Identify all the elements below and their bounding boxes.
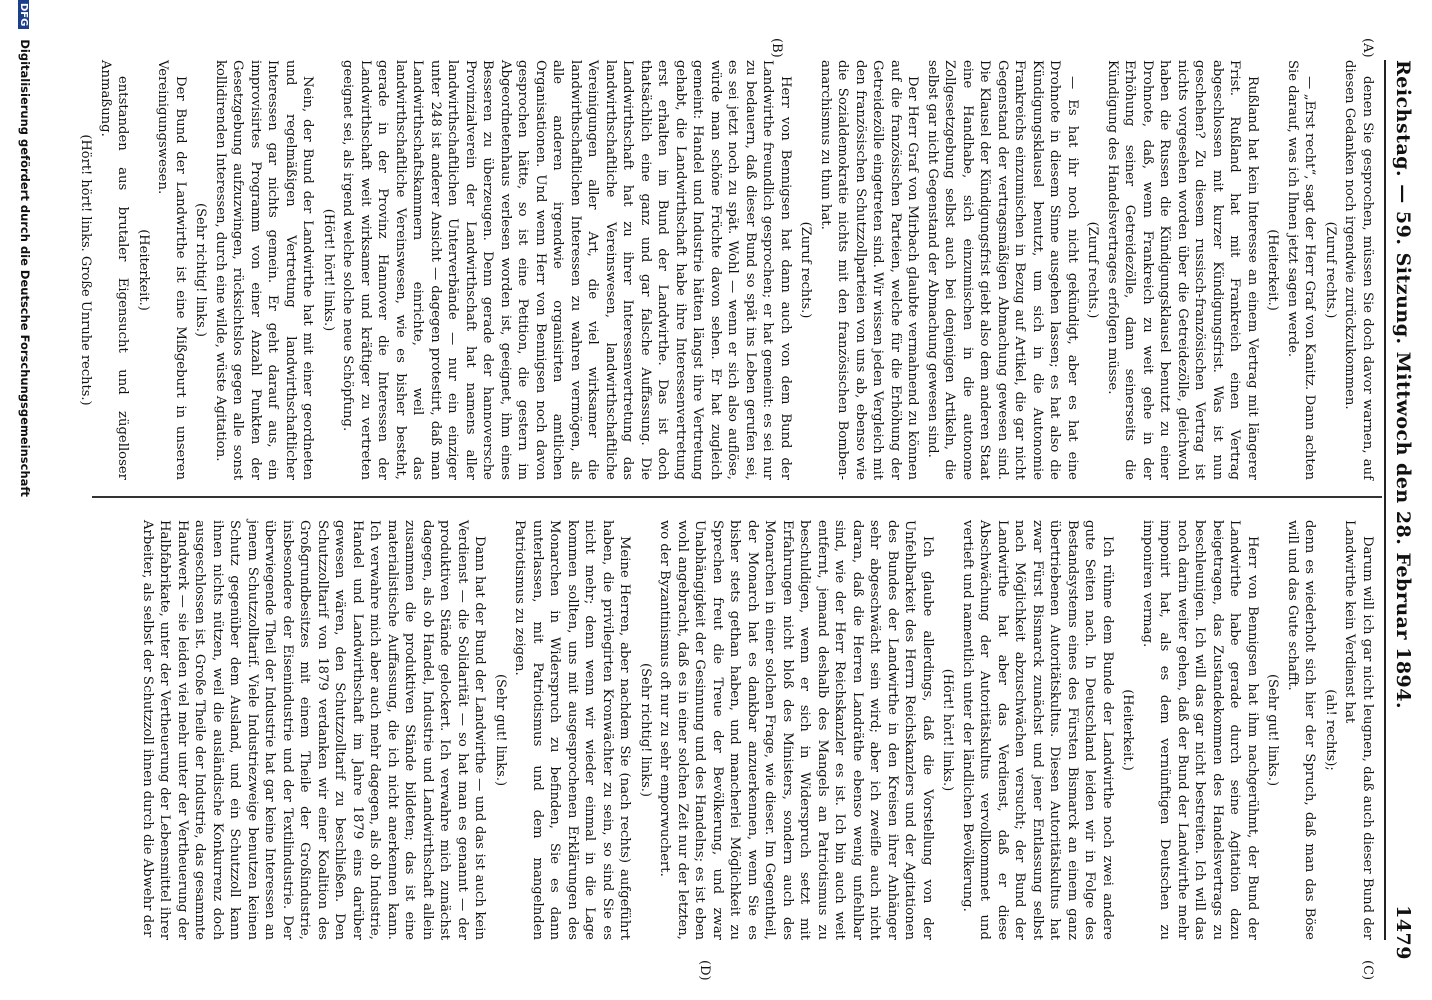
left-paragraph: Nein, der Bund der Landwirthe hat mit einer geordneten und regelmäßigen Vertretung landwirthschaftlicher Interessen gar nichts gemein. Er geht darauf aus, ein improvisirtes Programm von einer Anzahl Punkten der Gesetzgebung aufzuzwingen, rücksichtslos gegen alle sonst kollidirenden Interessen, durch eine wilde, wüste Agitation.: [213, 60, 316, 480]
right-column: [137, 520, 1377, 940]
left-paragraph: entstanden aus brutaler Eigensucht und zügelloser Anmaßung.: [98, 60, 131, 480]
column-divider: [92, 496, 1382, 498]
left-stage-direction: (Heiterkeit.): [136, 229, 151, 311]
left-paragraph: Der Herr Graf von Mirbach glaubte vermahnend zu können auf die französischen Parteien, welche für die Erhöhung der Getreidezölle eingetreten sind. Wir wissen jeden Vergleich mit den französischen Schutzzollparteien von uns ab, ebenso wie die Sozialdemokratie nichts mit den französischen Bomben-anarchismus zu thun hat.: [818, 60, 921, 480]
left-stage-direction: (Heiterkeit.): [1265, 229, 1281, 311]
left-stage-direction: (Sehr richtig! links.): [193, 203, 209, 337]
right-stage-direction: (Heiterkeit.): [1120, 689, 1136, 771]
left-paragraph: — Es hat ihr noch nicht gekündigt, aber es hat eine Drohnote in diesem Sinne ausgehen lassen; es hat also die Kündigungsklausel benutzt, um sich in die Autonomie Frankreichs einzumischen in Bezug auf Artikel, die gar nicht Gegenstand der vertragsmäßigen Abmachung gewesen sind. Die Klausel der Kündigungsfrist giebt also dem anderen Staat eine Handhabe, sich einzumischen in die autonome Zollgesetzgebung selbst auch bei denjenigen Artikeln, die selbst gar nicht Gegenstand der Abmachung gewesen sind.: [925, 60, 1080, 480]
right-paragraph: Ich glaube allerdings, daß die Vorstellung von der Unfehlbarkeit des Herrn Reichskanzlers und der Agitationen des Bundes der Landwirthe in den Kreisen ihrer Anhänger sehr abgeschwächt sein wird; aber ich zweifle auch nicht daran, daß die Herren Landräthe ebenso wenig unfehlbar sind, wie der Herr Reichskanzler es ist. Ich bin auch weit entfernt, jemand deshalb des Mangels an Patriotismus zu beschuldigen, wenn er sich in Widerspruch setzt mit Erfahrungen nicht bloß des Ministers, sondern auch des Monarchen in einer solchen Frage, wie dieser. Im Gegentheil, der Monarch hat es dankbar anzuerkennen, wenn Sie es bisher stets gethan haben, und mancherlei Möglichkeit zu Sprechen freut die Treue der Bevölkerung, und zwar Unabhängigkeit der Gesinnung und des Handelns; es ist eben wohl angebracht, daß es in einer solchen Zeit nur der letzten, wo der Byzantinismus oft nur zu sehr emporwuchert.: [657, 520, 935, 940]
right-stage-direction: (Sehr gut! links.): [493, 673, 508, 787]
left-paragraph: denen Sie gesprochen, müssen Sie doch davor warnen, auf diesen Gedanken noch irgendwie zurückzukommen.: [1342, 60, 1375, 480]
right-paragraph: Herr von Bennigsen hat ihm nachgerühmt, der Bund der Landwirthe habe gerade durch seine Agitation dazu beigetragen, das Zustandekommen des Handelsvertrags zu beschleunigen. Ich will das gar nicht bestreiten. Ich will das noch darin weiter gehen, daß der Bund der Landwirthe mehr imponirt hat, als es dem vernünftigen Deutschen zu imponiren vermag.: [1140, 520, 1260, 940]
left-stage-direction: (Zuruf rechts.): [1323, 221, 1338, 319]
right-stage-direction: (Sehr richtig! links.): [638, 663, 653, 797]
margin-marker-a: (A): [1360, 38, 1375, 58]
margin-marker-c: (C): [1360, 960, 1375, 981]
left-stage-direction: (Zuruf rechts.): [1085, 221, 1101, 319]
right-stage-direction: (Sehr gut! links.): [1265, 673, 1281, 787]
right-paragraph: Darum will ich gar nicht leugnen, daß auch dieser Bund der Landwirthe kein Verdienst hat: [1342, 520, 1375, 940]
right-paragraph: denn es wiederholt sich hier der Spruch, daß man das Böse will und das Gute schafft.: [1285, 520, 1318, 940]
left-paragraph: Rußland hat kein Interesse an einem Vertrag mit längerer Frist. Rußland hat mit Frankreich einen Vertrag abgeschlossen mit kurzer Kündigungsfrist. Was ist nun geschehen? Zu diesem russisch-französischen Vertrag ist nichts vorgesehen worden über die Getreidezölle, gleichwohl haben die Russen die Kündigungsklausel benutzt zu einer Drohnote, daß, wenn Frankreich zu weit gehe in der Erhöhung seiner Getreidezölle, dann seinerseits die Kündigung des Handelsvertrages erfolgen müsse.: [1105, 60, 1260, 480]
margin-marker-b: (B): [769, 38, 784, 58]
margin-marker-d: (D): [697, 960, 712, 981]
header-title: Reichstag. — 59. Sitzung. Mittwoch den 28. Februar 1894.: [1392, 60, 1414, 710]
right-paragraph: Ich rühme dem Bunde der Landwirthe noch zwei andere gute Seiten nach. In Deutschland leiden wir in Folge des Bestandsystems eines des Fürsten Bismarck an einem ganz übertriebenen Autoritätskultus. Diesen Autoritätskultus hat zwar Fürst Bismarck zunächst und jener Entlassung selbst nach Möglichkeit abzuschwächen versucht; der Bund der Landwirthe hat aber das Verdienst, daß er diese Abschwächung der Autoritätskultus vervollkommnet und vertieft und namentlich unter der ländlichen Bevölkerung.: [960, 520, 1115, 940]
page-footer: [12, 0, 32, 1000]
right-paragraph: Dann hat der Bund der Landwirthe — und das ist auch kein Verdienst — die Solidarität — so hat man es genannt — der produktiven Stände gelockert. Ich verwahre mich zunächst dagegen, als ob Handel, Industrie und Landwirthschaft allein zusammen die produktiven Stände bildeten; das ist eine materialistische Auffassung, die ich nicht anerkennen kann. Ich verwahre mich aber auch mehr dagegen, als ob Industrie, Handel und Landwirthschaft im Jahre 1879 eins darüber gewesen wären, den Schutzzolltarif zu beschließen. Den Schutzzolltarif von 1879 verdanken wir einer Koalition des Großgrundbesitzes mit einem Theile der Großindustrie, insbesondere der Eisenindustrie und der Textilindustrie. Der überwiegende Theil der Industrie hat gar keine Interessen an jenem Schutzzolltarif. Viele Industriezweige benutzen keinen Schutz gegenüber dem Ausland, und ein Schutzzoll kann ihnen nichts nützen, weil die ausländische Konkurrenz doch ausgeschlossen ist. Große Theile der Industrie, das gesammte Handwerk — sie leiden viel mehr unter der Vertheuerung der Halbfabrikate, unter der Vertheuerung der Lebensmittel ihrer Arbeiter, als selbst der Schutzzoll ihnen durch die Abwehr der: [140, 520, 488, 940]
left-stage-direction: (Zuruf rechts.): [798, 221, 814, 319]
header-rule: [1384, 60, 1386, 940]
left-column: [74, 60, 1376, 480]
right-stage-direction: (ah! rechts);: [1323, 689, 1338, 771]
left-stage-direction: (Hört! hört! links. Große Unruhe rechts.): [78, 134, 94, 406]
right-stage-direction: (Hört! hört! links.): [940, 668, 956, 792]
left-paragraph: — „Erst recht“, sagt der Herr Graf von Kanitz. Dann achten Sie darauf, was ich Ihnen jetzt sagen werde.: [1285, 60, 1318, 480]
left-paragraph: Der Bund der Landwirthe ist eine Mißgeburt in unseren Vereinigungswesen.: [155, 60, 188, 480]
left-stage-direction: (Hört! hört! links.): [321, 208, 336, 332]
dfg-logo: DFG: [18, 0, 29, 29]
page-number: 1479: [1392, 905, 1414, 960]
right-paragraph: Meine Herren, aber nachdem Sie (nach rechts) aufgeführt haben, die privilegirten Kronwächter zu sein, so sind Sie es nicht mehr; denn wenn wir wieder einmal in die Lage kommen sollten, uns mit ausgesprochenen Erklärungen des Monarchen in Widerspruch zu befinden, Sie es dann unterlassen, mit Patriotismus und dem mangelnden Patriotismus zu zeigen.: [512, 520, 633, 940]
footer-text: Digitalisierung gefördert durch die Deutsche Forschungsgemeinschaft: [18, 39, 32, 497]
left-paragraph: Herr von Bennigsen hat dann auch von dem Bund der Landwirthe freundlich gesprochen; er hat gemeint: es sei nur zu bedauern, daß dieser Bund so spät ins Leben gerufen sei, es sei jetzt noch zu spät. Wohl — wenn er sich also auflöse, würde man schöne Früchte davon sehen. Er hat zugleich gemeint: Handel und Industrie hätten längst ihre Vertretung gehabt, die Landwirthschaft habe ihre Interessenvertretung erst erhalten im Bund der Landwirthe. Das ist doch thatsächlich eine ganz und gar falsche Auffassung. Die Landwirthschaft hat zu ihrer Interessenvertretung das landwirthschaftliche Vereinswesen, landwirthschaftliche Vereinigungen aller Art, die viel wirksamer die landwirthschaftlichen Interessen zu wahren vermögen, als alle anderen irgendwie organisirten amtlichen Organisationen. Und wenn Herr von Bennigsen noch davon gesprochen hätte, so ist eine Petition, die gestern im Abgeordnetenhaus verlesen worden ist, geeignet, ihm eines Besseren zu überzeugen. Denn gerade der hannoversche Provinzialverein der Landwirthschaft hat namens aller landwirthschaftlichen Unterverbände — nur ein einziger unter 248 ist anderer Ansicht — dagegen protestirt, daß man Landwirthschaftskammern einrichte, weil das landwirthschaftliche Vereinswesen, wie es bisher besteht, gerade in der Provinz Hannover die Interessen der Landwirthschaft weit wirksamer und kräftiger zu vertreten geeignet sei, als irgend welche solche neue Schöpfung.: [340, 60, 793, 480]
page-header: [1392, 60, 1414, 960]
